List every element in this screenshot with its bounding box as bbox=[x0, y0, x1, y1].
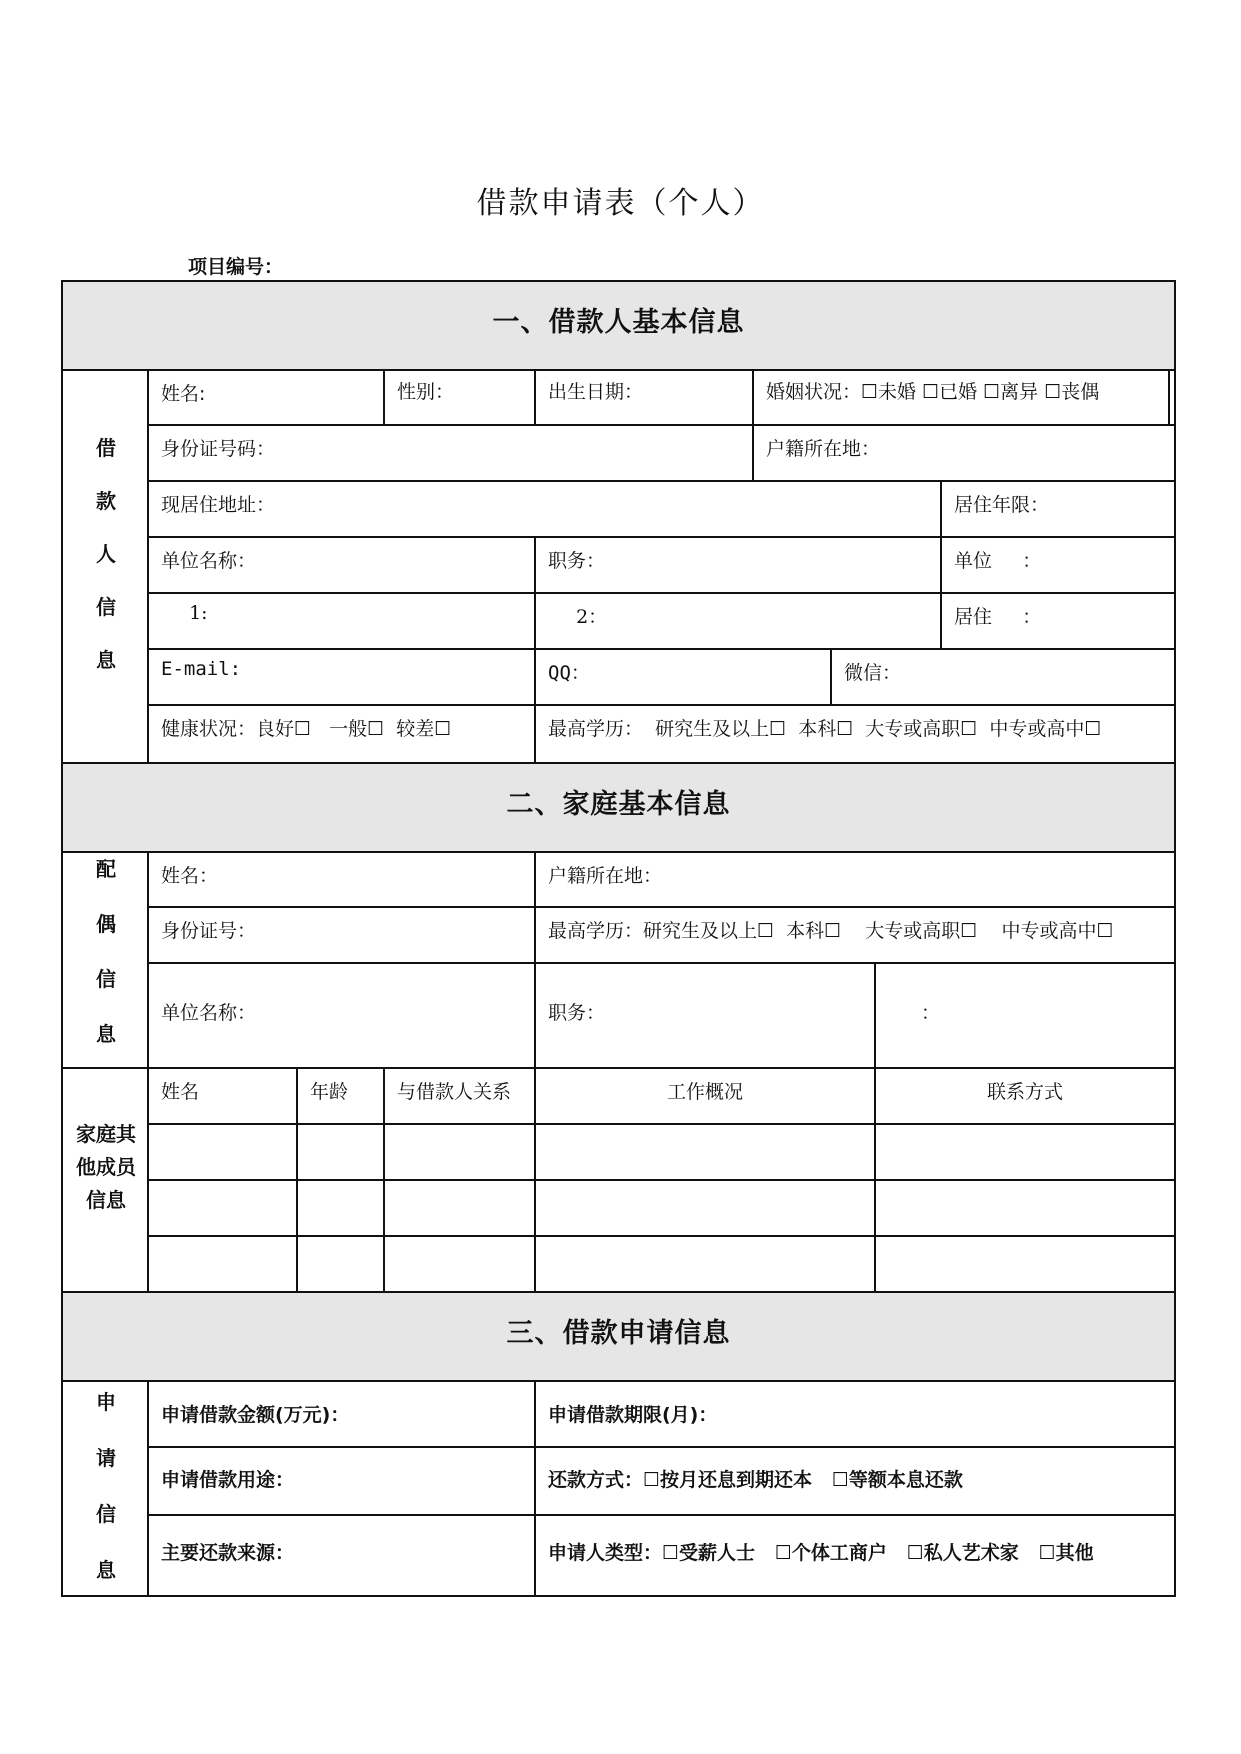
col-header-contact: 联系方式 bbox=[986, 1081, 1063, 1103]
spouse-position-field[interactable]: 职务： bbox=[548, 1002, 606, 1024]
loan-term-field[interactable]: 申请借款期限(月)： bbox=[548, 1404, 718, 1426]
spouse-hukou-field[interactable]: 户籍所在地： bbox=[548, 865, 663, 887]
borrower-side-label bbox=[63, 420, 149, 685]
applicant-type-field[interactable]: 申请人类型：☐受薪人士 ☐个体工商户 ☐私人艺术家 ☐其他 bbox=[548, 1542, 1094, 1564]
borrower-company-field[interactable]: 单位名称： bbox=[161, 550, 257, 572]
col-header-age: 年龄 bbox=[310, 1081, 349, 1103]
marital-status-field[interactable]: 婚姻状况：☐未婚 ☐已婚 ☐离异 ☐丧偶 bbox=[766, 381, 1100, 403]
wechat-field[interactable]: 微信： bbox=[844, 662, 902, 684]
side-line: 他成员 bbox=[76, 1155, 136, 1179]
residence-blank-field[interactable]: 居住 ： bbox=[954, 606, 1042, 628]
unit-blank-field[interactable]: 单位 ： bbox=[954, 550, 1042, 572]
borrower-hukou-field[interactable]: 户籍所在地： bbox=[766, 438, 881, 460]
blank-field-1[interactable]: 1: bbox=[177, 602, 208, 624]
borrower-address-field[interactable]: 现居住地址： bbox=[161, 494, 276, 516]
education-field[interactable]: 最高学历： 研究生及以上☐ 本科☐ 大专或高职☐ 中专或高中☐ bbox=[548, 718, 1102, 740]
qq-field[interactable]: QQ： bbox=[548, 662, 590, 684]
col-header-name: 姓名 bbox=[161, 1081, 200, 1103]
form-title: 借款申请表（个人） bbox=[476, 186, 765, 221]
side-char: 信 bbox=[96, 967, 116, 991]
section-3-header bbox=[61, 1291, 1176, 1382]
side-char: 息 bbox=[96, 1022, 116, 1046]
side-char: 人 bbox=[96, 542, 116, 566]
borrower-name-field[interactable]: 姓名: bbox=[161, 383, 206, 405]
repayment-source-field[interactable]: 主要还款来源： bbox=[161, 1542, 295, 1564]
loan-purpose-field[interactable]: 申请借款用途： bbox=[161, 1469, 295, 1491]
side-char: 申 bbox=[96, 1389, 116, 1414]
loan-amount-field[interactable]: 申请借款金额(万元)： bbox=[161, 1404, 350, 1426]
project-number-label: 项目编号： bbox=[188, 256, 284, 278]
side-char: 偶 bbox=[96, 912, 116, 936]
family-side-label bbox=[63, 1118, 149, 1217]
borrower-gender-field[interactable]: 性别： bbox=[397, 381, 455, 403]
spouse-company-field[interactable]: 单位名称： bbox=[161, 1002, 257, 1024]
residence-years-field[interactable]: 居住年限： bbox=[954, 494, 1050, 516]
side-line: 信息 bbox=[86, 1188, 126, 1212]
repayment-method-field[interactable]: 还款方式：☐按月还息到期还本 ☐等额本息还款 bbox=[548, 1469, 963, 1491]
side-char: 款 bbox=[96, 489, 116, 513]
borrower-birth-field[interactable]: 出生日期： bbox=[548, 381, 644, 403]
side-char: 请 bbox=[96, 1445, 116, 1470]
section-2-title: 二、家庭基本信息 bbox=[506, 789, 731, 820]
borrower-position-field[interactable]: 职务： bbox=[548, 550, 606, 572]
loan-side-label bbox=[63, 1372, 149, 1596]
side-line: 家庭其 bbox=[76, 1122, 136, 1146]
side-char: 信 bbox=[96, 595, 116, 619]
spouse-blank-field[interactable]: ： bbox=[921, 1002, 941, 1024]
side-char: 借 bbox=[96, 436, 116, 460]
section-2-header bbox=[61, 762, 1176, 853]
email-field[interactable]: E-mail: bbox=[161, 658, 242, 680]
spouse-side-label bbox=[63, 840, 149, 1060]
side-char: 信 bbox=[96, 1501, 116, 1526]
section-1-header bbox=[61, 280, 1176, 371]
section-3-title: 三、借款申请信息 bbox=[506, 1318, 731, 1349]
spouse-id-field[interactable]: 身份证号： bbox=[161, 920, 257, 942]
col-header-relation: 与借款人关系 bbox=[397, 1081, 512, 1103]
side-char: 息 bbox=[96, 1557, 116, 1582]
spouse-name-field[interactable]: 姓名： bbox=[161, 865, 219, 887]
side-char: 息 bbox=[96, 648, 116, 672]
section-1-title: 一、借款人基本信息 bbox=[492, 307, 745, 338]
side-char: 配 bbox=[96, 857, 116, 881]
spouse-education-field[interactable]: 最高学历：研究生及以上☐ 本科☐ 大专或高职☐ 中专或高中☐ bbox=[548, 920, 1114, 942]
blank-field-2[interactable]: 2： bbox=[564, 606, 608, 628]
col-header-work: 工作概况 bbox=[666, 1081, 743, 1103]
health-status-field[interactable]: 健康状况：良好☐ 一般☐ 较差☐ bbox=[161, 718, 452, 740]
borrower-id-field[interactable]: 身份证号码： bbox=[161, 438, 276, 460]
